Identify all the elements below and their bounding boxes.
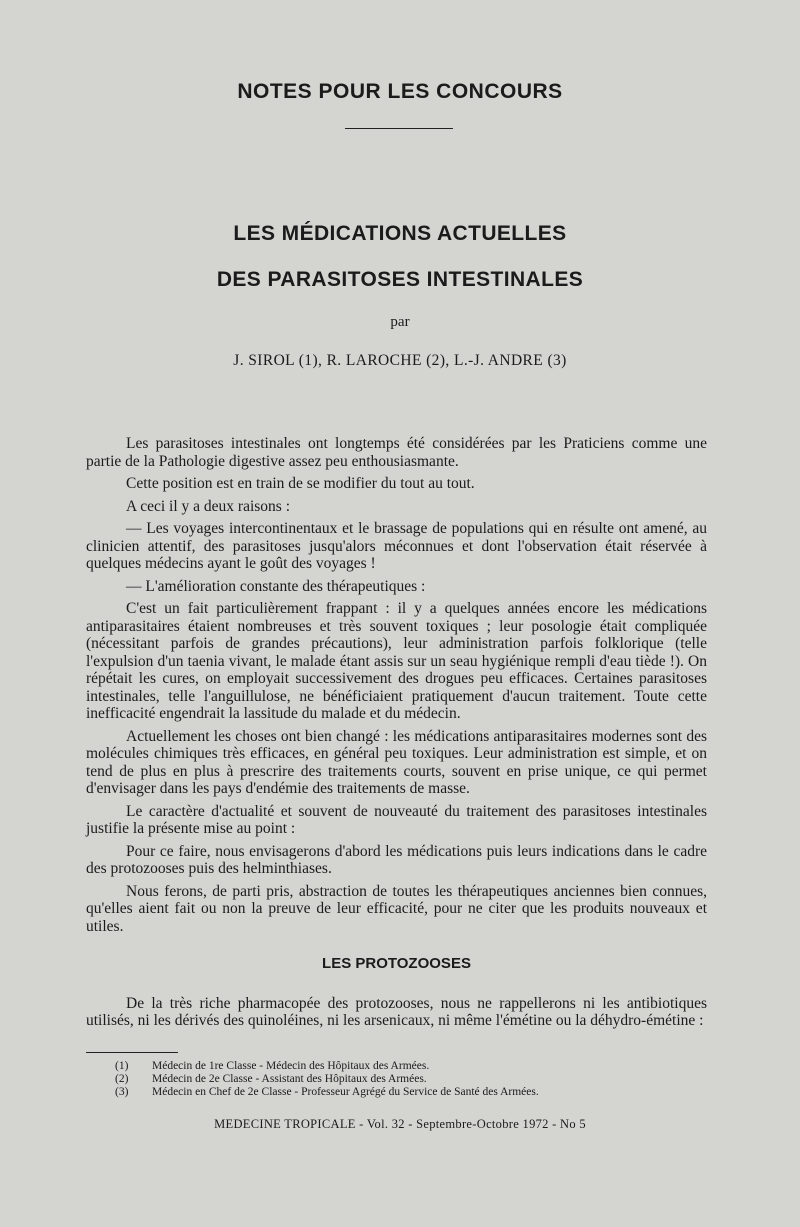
journal-footer: MEDECINE TROPICALE - Vol. 32 - Septembre-Octobre 1972 - No 5: [214, 1117, 586, 1131]
body-paragraph: A ceci il y a deux raisons :: [126, 497, 290, 515]
body-paragraph: — Les voyages intercontinentaux et le brassage de populations qui en résulte ont amené, au clinicien attentif, des parasitoses jusqu'alors méconnues et dont l'observation était réservée à quelques médecins ayant le goût des voyages !: [86, 520, 707, 572]
article-body: [86, 435, 707, 1035]
footnote-number: (2): [115, 1073, 129, 1085]
article-title-line-2: DES PARASITOSES INTESTINALES: [216, 268, 584, 291]
title-divider: [345, 128, 453, 129]
body-paragraph: Cette position est en train de se modifier du tout au tout.: [126, 475, 475, 492]
body-paragraph: Nous ferons, de parti pris, abstraction de toutes les thérapeutiques anciennes bien connues, qu'elles aient fait ou non la preuve de leur efficacité, pour ne citer que les produits nouveaux et utiles.: [86, 882, 707, 935]
body-paragraph: De la très riche pharmacopée des protozooses, nous ne rappellerons ni les antibiotiques utilisés, ni les dérivés des quinoléines, ni les arsenicaux, ni même l'émétine ou la déhydro-émétine :: [86, 994, 707, 1029]
footnote-text: Médecin de 1re Classe - Médecin des Hôpitaux des Armées.: [152, 1060, 430, 1072]
footnote-divider: [86, 1052, 178, 1053]
body-paragraph: — L'amélioration constante des thérapeutiques :: [126, 577, 426, 595]
body-paragraph: Les parasitoses intestinales ont longtemps été considérées par les Praticiens comme une partie de la Pathologie digestive assez peu enthousiasmante.: [86, 435, 707, 470]
body-paragraph: Le caractère d'actualité et souvent de nouveauté du traitement des parasitoses intestinales justifie la présente mise au point :: [86, 802, 707, 837]
footnote: [115, 1073, 715, 1086]
section-heading: LES PROTOZOOSES: [322, 955, 471, 972]
footnote: [115, 1060, 715, 1073]
author-list: J. SIROL (1), R. LAROCHE (2), L.-J. ANDRE (3): [233, 352, 567, 369]
series-title: NOTES POUR LES CONCOURS: [237, 80, 563, 103]
body-paragraph: C'est un fait particulièrement frappant : il y a quelques années encore les médications antiparasitaires étaient nombreuses et très souvent toxiques ; leur posologie était compliquée (nécessitant parfois de grandes précautions), leur administration parfois folklorique (telle l'expulsion d'un taenia vivant, le malade étant assis sur un seau hygiénique rempli d'eau tiède !). On répétait les cures, on employait successivement des drogues peu efficaces. Certaines parasitoses intestinales, telle l'anguillulose, ne bénéficiaient pratiquement d'aucun traitement. Toute cette inefficacité engendrait la lassitude du malade et du médecin.: [86, 600, 707, 722]
by-label: par: [390, 314, 410, 330]
footnote: [115, 1086, 715, 1099]
footnotes: [115, 1060, 715, 1099]
footnote-number: (1): [115, 1060, 129, 1072]
body-paragraph: Actuellement les choses ont bien changé : les médications antiparasitaires modernes sont des molécules chimiques très efficaces, en général peu toxiques. Leur administration est simple, et on tend de plus en plus à prescrire des traitements courts, souvent en prise unique, ce qui permet d'envisager dans les pays d'endémie des traitements de masse.: [86, 727, 707, 797]
footnote-text: Médecin en Chef de 2e Classe - Professeur Agrégé du Service de Santé des Armées.: [152, 1086, 539, 1098]
article-title-line-1: LES MÉDICATIONS ACTUELLES: [233, 222, 567, 245]
footnote-text: Médecin de 2e Classe - Assistant des Hôpitaux des Armées.: [152, 1073, 427, 1085]
body-paragraph: Pour ce faire, nous envisagerons d'abord les médications puis leurs indications dans le cadre des protozooses puis des helminthiases.: [86, 842, 707, 877]
footnote-number: (3): [115, 1086, 129, 1098]
